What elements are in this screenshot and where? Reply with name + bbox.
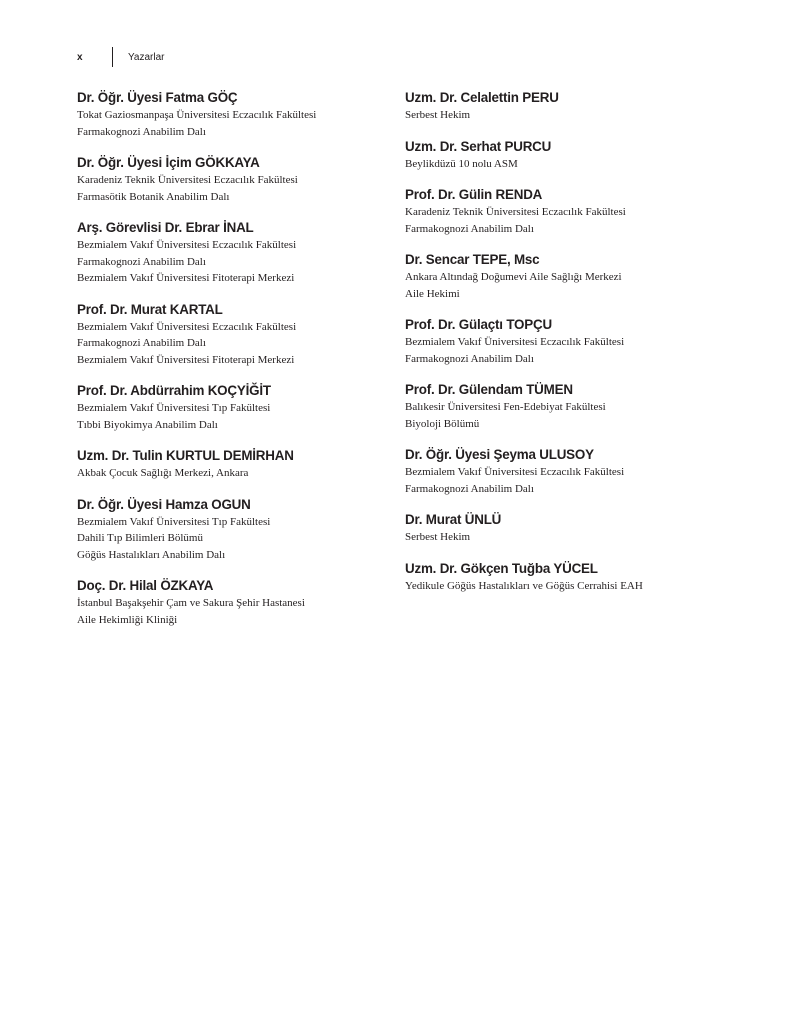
author-name: Uzm. Dr. Celalettin PERU bbox=[405, 90, 559, 105]
author-affiliation: Serbest Hekim bbox=[405, 531, 471, 543]
author-affiliation: Bezmialem Vakıf Üniversitesi Eczacılık Fakültesi bbox=[405, 336, 625, 348]
author-name: Dr. Sencar TEPE, Msc bbox=[405, 252, 540, 267]
author-entry bbox=[405, 316, 745, 367]
author-affiliation: Yedikule Göğüs Hastalıkları ve Göğüs Cerrahisi EAH bbox=[405, 579, 643, 592]
author-affiliation: Karadeniz Teknik Üniversitesi Eczacılık Fakültesi bbox=[405, 206, 626, 218]
author-affiliation: Bezmialem Vakıf Üniversitesi Eczacılık Fakültesi bbox=[77, 239, 297, 251]
author-name: Prof. Dr. Gülin RENDA bbox=[405, 187, 543, 202]
author-entry bbox=[77, 89, 377, 140]
author-affiliation: Dahili Tıp Bilimleri Bölümü bbox=[77, 532, 203, 544]
page-number: x bbox=[77, 51, 83, 63]
author-name: Uzm. Dr. Serhat PURCU bbox=[405, 138, 552, 154]
author-name: Uzm. Dr. Tulin KURTUL DEMİRHAN bbox=[77, 448, 294, 463]
author-entry bbox=[405, 251, 745, 302]
author-entry bbox=[405, 560, 745, 595]
author-entry bbox=[77, 219, 377, 287]
author-affiliation: Farmakognozi Anabilim Dalı bbox=[405, 482, 534, 495]
author-name: Arş. Görevlisi Dr. Ebrar İNAL bbox=[77, 220, 254, 235]
author-affiliation: Aile Hekimi bbox=[405, 287, 460, 300]
author-entry bbox=[77, 301, 377, 369]
author-affiliation: Serbest Hekim bbox=[405, 109, 471, 121]
author-affiliation: Bezmialem Vakıf Üniversitesi Tıp Fakültesi bbox=[77, 515, 271, 528]
author-name: Prof. Dr. Gülaçtı TOPÇU bbox=[405, 317, 552, 332]
author-entry bbox=[77, 496, 377, 564]
author-name: Dr. Öğr. Üyesi Fatma GÖÇ bbox=[77, 90, 238, 105]
author-affiliation: Farmakognozi Anabilim Dalı bbox=[77, 255, 206, 268]
author-entry bbox=[405, 446, 745, 497]
author-affiliation: Bezmialem Vakıf Üniversitesi Eczacılık Fakültesi bbox=[77, 320, 297, 333]
author-column-right bbox=[405, 89, 745, 608]
author-affiliation: Göğüs Hastalıkları Anabilim Dalı bbox=[77, 548, 226, 561]
author-entry bbox=[405, 138, 745, 173]
author-entry bbox=[77, 154, 377, 205]
author-name: Prof. Dr. Murat KARTAL bbox=[77, 301, 223, 317]
author-name: Prof. Dr. Gülendam TÜMEN bbox=[405, 382, 573, 397]
author-affiliation: Akbak Çocuk Sağlığı Merkezi, Ankara bbox=[77, 467, 249, 479]
author-affiliation: Tokat Gaziosmanpaşa Üniversitesi Eczacılık Fakültesi bbox=[77, 109, 317, 121]
author-entry bbox=[405, 511, 745, 546]
author-affiliation: Farmakognozi Anabilim Dalı bbox=[405, 222, 534, 235]
author-entry bbox=[77, 382, 377, 433]
author-entry bbox=[77, 577, 377, 628]
author-affiliation: Beylikdüzü 10 nolu ASM bbox=[405, 157, 518, 170]
author-entry bbox=[405, 381, 745, 432]
author-affiliation: İstanbul Başakşehir Çam ve Sakura Şehir Hastanesi bbox=[77, 597, 305, 609]
author-name: Dr. Murat ÜNLÜ bbox=[405, 512, 502, 527]
author-affiliation: Farmasötik Botanik Anabilim Dalı bbox=[77, 190, 230, 203]
author-affiliation: Farmakognozi Anabilim Dalı bbox=[77, 337, 206, 349]
author-name: Prof. Dr. Abdürrahim KOÇYİĞİT bbox=[77, 383, 271, 398]
author-name: Uzm. Dr. Gökçen Tuğba YÜCEL bbox=[405, 560, 598, 576]
author-name: Dr. Öğr. Üyesi Hamza OGUN bbox=[77, 496, 251, 512]
author-affiliation: Ankara Altındağ Doğumevi Aile Sağlığı Merkezi bbox=[405, 271, 622, 283]
author-column-left bbox=[77, 89, 377, 642]
author-affiliation: Bezmialem Vakıf Üniversitesi Fitoterapi Merkezi bbox=[77, 353, 295, 366]
author-affiliation: Bezmialem Vakıf Üniversitesi Tıp Fakültesi bbox=[77, 402, 271, 414]
author-affiliation: Biyoloji Bölümü bbox=[405, 417, 480, 430]
author-name: Dr. Öğr. Üyesi Şeyma ULUSOY bbox=[405, 447, 594, 462]
running-title: Yazarlar bbox=[128, 51, 165, 63]
author-affiliation: Bezmialem Vakıf Üniversitesi Fitoterapi Merkezi bbox=[77, 272, 295, 284]
author-entry bbox=[405, 186, 745, 237]
author-affiliation: Bezmialem Vakıf Üniversitesi Eczacılık Fakültesi bbox=[405, 466, 625, 478]
author-affiliation: Aile Hekimliği Kliniği bbox=[77, 613, 178, 626]
header-divider bbox=[112, 47, 113, 67]
author-affiliation: Farmakognozi Anabilim Dalı bbox=[405, 352, 534, 365]
author-affiliation: Tıbbi Biyokimya Anabilim Dalı bbox=[77, 418, 218, 431]
author-affiliation: Karadeniz Teknik Üniversitesi Eczacılık Fakültesi bbox=[77, 174, 298, 186]
author-name: Dr. Öğr. Üyesi İçim GÖKKAYA bbox=[77, 155, 260, 170]
page-header bbox=[77, 47, 165, 67]
author-entry bbox=[405, 89, 745, 124]
author-affiliation: Balıkesir Üniversitesi Fen-Edebiyat Fakültesi bbox=[405, 401, 606, 413]
author-affiliation: Farmakognozi Anabilim Dalı bbox=[77, 125, 206, 138]
author-entry bbox=[77, 447, 377, 482]
author-name: Doç. Dr. Hilal ÖZKAYA bbox=[77, 578, 214, 593]
